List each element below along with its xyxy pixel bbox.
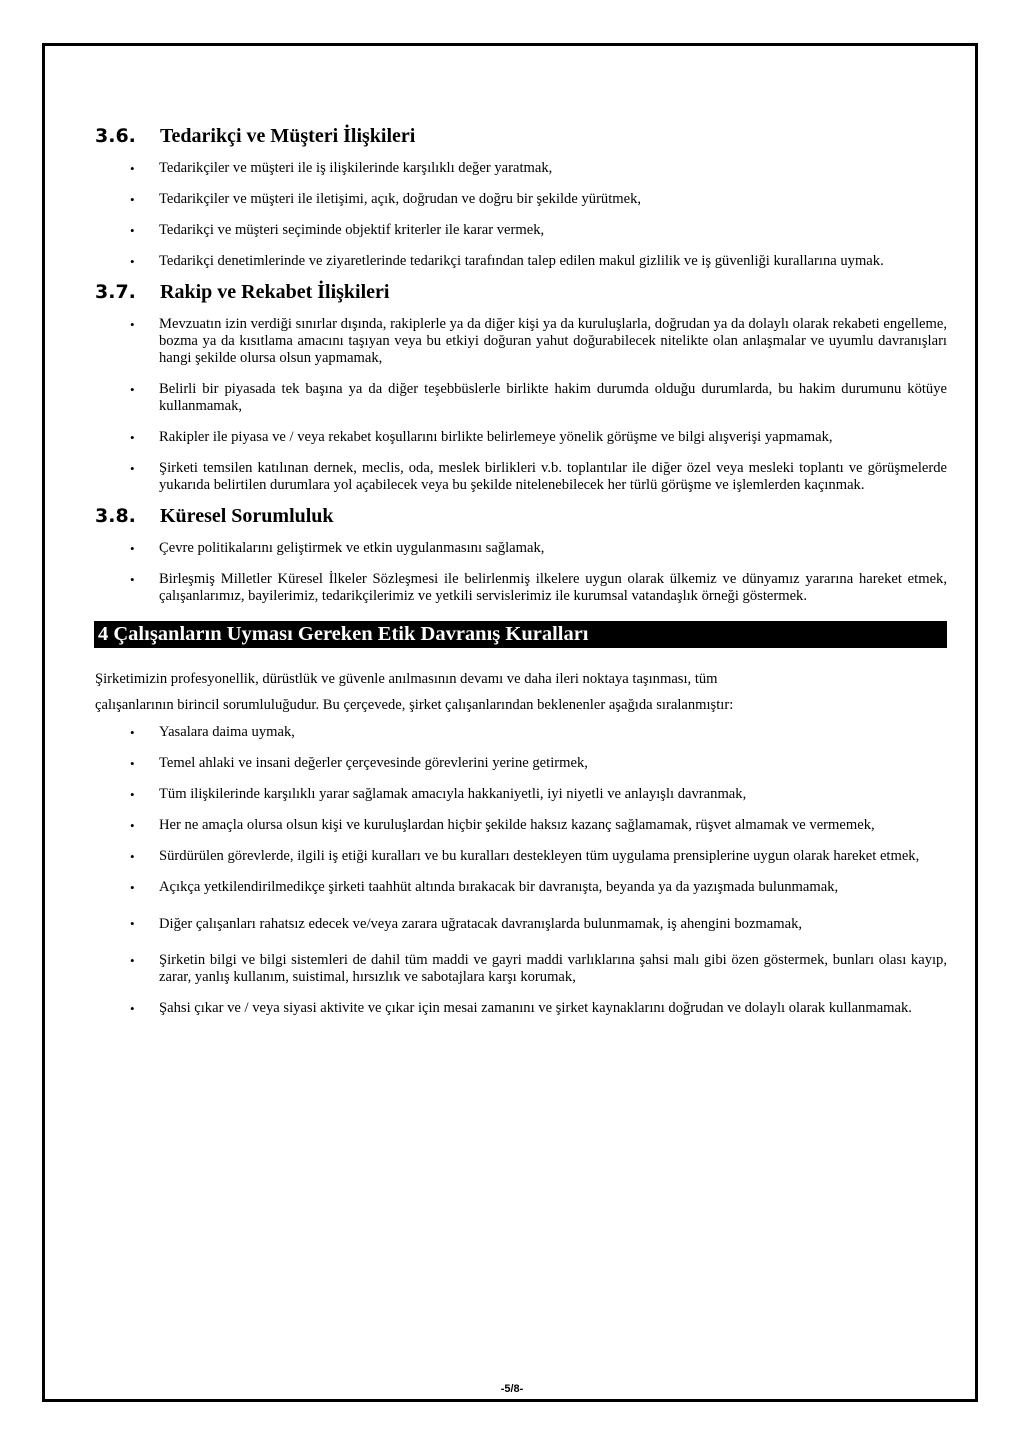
bullet-icon: •: [130, 880, 135, 895]
bullet-icon: •: [130, 317, 135, 332]
list-item-text: Belirli bir piyasada tek başına ya da diğer teşebbüslerle birlikte hakim durumda olduğu durumlarda, bu hakim durumunu kötüye kullanmamak,: [159, 381, 947, 414]
bullet-icon: •: [130, 541, 135, 556]
bullet-list: [95, 724, 947, 1017]
bullet-icon: •: [130, 430, 135, 445]
intro-line: çalışanlarının birincil sorumluluğudur. Bu çerçevede, şirket çalışanlarından beklenenler aşağıda sıralanmıştır:: [95, 697, 734, 713]
list-item: [95, 879, 947, 896]
list-item-text: Tüm ilişkilerinde karşılıklı yarar sağlamak amacıyla hakkaniyetli, iyi niyetli ve anlayışlı davranmak,: [159, 786, 747, 802]
list-item-text: Mevzuatın izin verdiği sınırlar dışında, rakiplerle ya da diğer kişi ya da kuruluşlarla, doğrudan ya da dolaylı olarak rekabeti engelleme, bozma ya da kısıtlama amacını taşıyan veya bu etkiyi doğuran yahut doğurabilecek nitelikte olan anlaşmalar ve uyumlu davranışları hangi şekilde olursa olsun yapmamak,: [159, 316, 947, 366]
bullet-icon: •: [130, 382, 135, 397]
bullet-icon: •: [130, 461, 135, 476]
list-item-text: Açıkça yetkilendirilmedikçe şirketi taahhüt altında bırakacak bir davranışta, beyanda ya da yazışmada bulunmamak,: [159, 879, 839, 895]
bullet-list: [95, 540, 947, 605]
section-3-7: [95, 281, 947, 494]
list-item-text: Her ne amaçla olursa olsun kişi ve kuruluşlardan hiçbir şekilde haksız kazanç sağlamamak, rüşvet almamak ve vermemek,: [159, 817, 875, 833]
list-item: [95, 952, 947, 986]
list-item-text: Diğer çalışanları rahatsız edecek ve/veya zarara uğratacak davranışlarda bulunmamak, iş ahengini bozmamak,: [159, 916, 803, 932]
list-item-text: Sürdürülen görevlerde, ilgili iş etiği kuralları ve bu kuralları destekleyen tüm uygulama prensiplerine uygun olarak hareket etmek,: [159, 848, 920, 864]
list-item-text: Şirketi temsilen katılınan dernek, meclis, oda, meslek birlikleri v.b. toplantılar ile diğer özel veya mesleki toplantı ve görüşmelerde yukarıda belirtilen durumlara yol açabilecek veya bu şekilde nitelenebilecek her türlü görüşme ve işlemlerden kaçınmak.: [159, 460, 947, 493]
section-3-6: [95, 125, 947, 270]
list-item: [95, 848, 947, 865]
list-item-text: Tedarikçi denetimlerinde ve ziyaretlerinde tedarikçi tarafından talep edilen makul gizlilik ve iş güvenliği kurallarına uymak.: [159, 253, 884, 269]
list-item: [95, 786, 947, 803]
bullet-icon: •: [130, 787, 135, 802]
section-3-8: [95, 505, 947, 605]
bullet-icon: •: [130, 1001, 135, 1016]
document-body: [95, 125, 947, 1031]
list-item-text: Çevre politikalarını geliştirmek ve etkin uygulanmasını sağlamak,: [159, 540, 545, 556]
section-number: 3.7.: [95, 281, 136, 303]
list-item-text: Tedarikçiler ve müşteri ile iş ilişkilerinde karşılıklı değer yaratmak,: [159, 160, 553, 176]
list-item-text: Şahsi çıkar ve / veya siyasi aktivite ve çıkar için mesai zamanını ve şirket kaynaklarını doğrudan ve dolaylı olarak kullanmamak.: [159, 1000, 912, 1016]
list-item: [95, 1000, 947, 1017]
list-item: [95, 160, 947, 177]
bullet-list: [95, 316, 947, 494]
list-item: [95, 540, 947, 557]
list-item-text: Yasalara daima uymak,: [159, 724, 295, 740]
bullet-icon: •: [130, 916, 135, 931]
list-item: [95, 460, 947, 494]
bullet-list: [95, 160, 947, 270]
bullet-icon: •: [130, 161, 135, 176]
list-item: [95, 381, 947, 415]
bullet-icon: •: [130, 953, 135, 968]
bullet-icon: •: [130, 725, 135, 740]
section-title: Rakip ve Rekabet İlişkileri: [160, 281, 390, 303]
bullet-icon: •: [130, 223, 135, 238]
page-number: -5/8-: [500, 1383, 524, 1395]
list-item: [95, 253, 947, 270]
bullet-icon: •: [130, 192, 135, 207]
section-heading: [95, 281, 947, 316]
list-item-text: Tedarikçi ve müşteri seçiminde objektif kriterler ile karar vermek,: [159, 222, 545, 238]
list-item-text: Birleşmiş Milletler Küresel İlkeler Sözleşmesi ile belirlenmiş ilkelere uygun olarak ülkemiz ve dünyamız yararına hareket etmek, çalışanlarımız, bayilerimiz, tedarikçilerimiz ve yetkili servislerimiz ile kurumsal vatandaşlık örneği göstermek.: [159, 571, 947, 604]
list-item-text: Temel ahlaki ve insani değerler çerçevesinde görevlerini yerine getirmek,: [159, 755, 588, 771]
list-item: [95, 817, 947, 834]
bullet-icon: •: [130, 818, 135, 833]
bullet-icon: •: [130, 849, 135, 864]
list-item-text: Tedarikçiler ve müşteri ile iletişimi, açık, doğrudan ve doğru bir şekilde yürütmek,: [159, 191, 642, 207]
bullet-icon: •: [130, 572, 135, 587]
chapter-4: [95, 621, 947, 1017]
section-number: 3.8.: [95, 505, 136, 527]
bullet-icon: •: [130, 254, 135, 269]
section-title: Küresel Sorumluluk: [160, 505, 334, 527]
chapter-heading: 4 Çalışanların Uyması Gereken Etik Davranış Kuralları: [94, 621, 947, 648]
list-item: [95, 571, 947, 605]
list-item-text: Rakipler ile piyasa ve / veya rekabet koşullarını birlikte belirlemeye yönelik görüşme ve bilgi alışverişi yapmamak,: [159, 429, 833, 445]
list-item: [95, 724, 947, 741]
list-item: [95, 191, 947, 208]
intro-line: Şirketimizin profesyonellik, dürüstlük ve güvenle anılmasının devamı ve daha ileri noktaya taşınması, tüm: [95, 671, 718, 687]
list-item: [95, 755, 947, 772]
chapter-intro: [95, 666, 947, 718]
list-item: [95, 429, 947, 446]
section-heading: [95, 505, 947, 540]
list-item-text: Şirketin bilgi ve bilgi sistemleri de dahil tüm maddi ve gayri maddi varlıklarına şahsi malı gibi özen göstermek, bunları olası kayıp, zarar, yanlış kullanım, suistimal, hırsızlık ve sabotajlara karşı korumak,: [159, 952, 947, 985]
section-number: 3.6.: [95, 125, 136, 147]
list-item: [95, 910, 947, 938]
bullet-icon: •: [130, 756, 135, 771]
list-item: [95, 316, 947, 367]
section-heading: [95, 125, 947, 160]
list-item: [95, 222, 947, 239]
section-title: Tedarikçi ve Müşteri İlişkileri: [160, 125, 416, 147]
